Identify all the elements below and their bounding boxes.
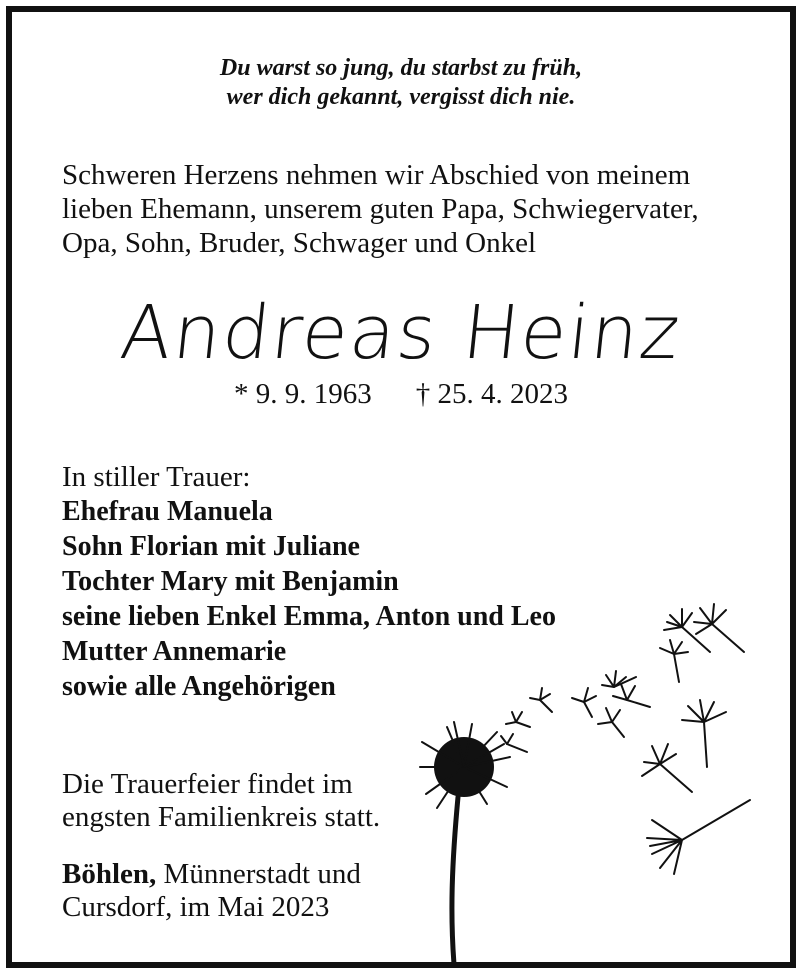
motto-line-2: wer dich gekannt, vergisst dich nie. — [226, 84, 576, 110]
place-towns: Münnerstadt und — [156, 858, 361, 890]
intro-line-2: lieben Ehemann, unserem guten Papa, Schwiegervater, — [62, 193, 699, 225]
mourner-line: Sohn Florian mit Juliane — [62, 531, 360, 562]
intro-line-3: Opa, Sohn, Bruder, Schwager und Onkel — [62, 227, 537, 259]
mourner-line: sowie alle Angehörigen — [62, 671, 336, 702]
place-line-2: Cursdorf, im Mai 2023 — [62, 891, 330, 923]
birth-date: * 9. 9. 1963 — [234, 378, 372, 410]
intro-text — [62, 158, 782, 260]
mourner-line: Ehefrau Manuela — [62, 496, 273, 527]
place-and-date — [62, 858, 361, 924]
obituary-card — [6, 6, 796, 968]
mourning-heading: In stiller Trauer: — [62, 461, 251, 493]
place-line-1 — [62, 858, 361, 891]
mourner-line: Tochter Mary mit Benjamin — [62, 566, 399, 597]
life-dates — [12, 376, 790, 412]
funeral-line-1: Die Trauerfeier findet im — [62, 768, 353, 800]
mourner-line: Mutter Annemarie — [62, 636, 287, 667]
deceased-name: Andreas Heinz — [116, 290, 686, 376]
dandelion-icon — [392, 572, 762, 967]
motto-line-1: Du warst so jung, du starbst zu früh, — [219, 55, 583, 81]
place-town: Böhlen, — [62, 858, 157, 890]
motto — [12, 54, 790, 112]
intro-line-1: Schweren Herzens nehmen wir Abschied von meinem — [62, 159, 691, 191]
death-date: † 25. 4. 2023 — [415, 378, 568, 410]
mourner-line: seine lieben Enkel Emma, Anton und Leo — [62, 601, 556, 632]
funeral-line-2: engsten Familienkreis statt. — [62, 801, 381, 833]
funeral-notice — [62, 768, 380, 834]
